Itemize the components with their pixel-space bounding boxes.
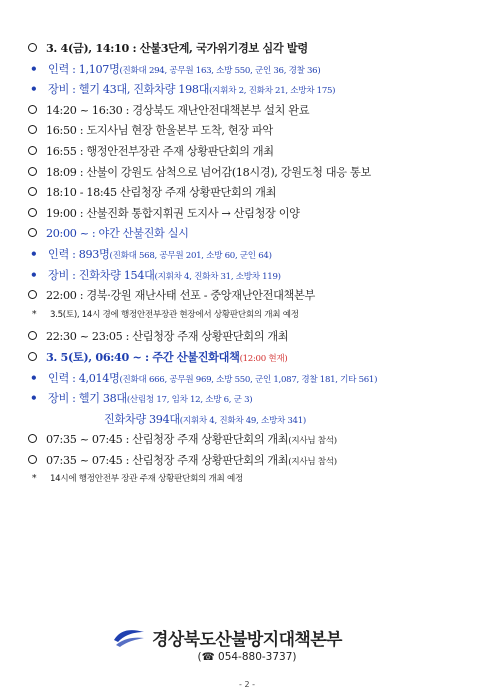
report-line [28,328,488,349]
report-line [28,164,488,185]
asterisk-bullet-icon: * [32,309,37,320]
org-name: 경상북도산불방지대책본부 [152,629,342,650]
circle-bullet-shape [28,187,37,196]
circle-bullet-icon [28,433,46,446]
report-line [28,452,488,473]
circle-bullet-icon [28,227,46,240]
report-line [28,143,488,164]
report-line [28,225,488,246]
line-text: 18:10 - 18:45 산림청장 주재 상황판단회의 개최 [46,186,277,200]
report-line [28,431,488,452]
line-text: (진화대 568, 공무원 201, 소방 60, 군인 64) [109,250,272,261]
report-line [28,122,488,143]
line-text: 18:09 : 산불이 강원도 삼척으로 넘어감(18시경), 강원도청 대응 통보 [46,165,371,179]
line-text: (지휘차 2, 진화차 21, 소방차 175) [209,86,336,97]
line-text: 3. 5(토), 06:40 ~ : 주간 산불진화대책 [46,349,240,364]
circle-bullet-shape [28,228,37,237]
report-line [28,40,488,61]
line-text: (지휘차 4, 진화차 49, 소방차 341) [179,415,306,426]
report-line [28,184,488,205]
line-text: 장비 : 헬기 38대 [48,392,127,406]
line-text: 07:35 ~ 07:45 : 산림청장 주재 상황판단회의 개최 [46,453,289,467]
line-text: (지사님 참석) [288,436,337,447]
line-text: (산림청 17, 임차 12, 소방 6, 군 3) [126,395,253,406]
asterisk-bullet-icon: * [32,474,37,485]
line-text: (지사님 참석) [288,456,337,467]
circle-bullet-shape [28,167,37,176]
circle-bullet-shape [28,146,37,155]
circle-bullet-icon [28,145,46,158]
line-text: 22:00 : 경북·강원 재난사태 선포 - 중앙재난안전대책본부 [46,289,315,303]
report-line [28,390,488,411]
circle-bullet-shape [28,290,37,299]
wave-logo-icon [112,626,146,648]
line-text: 인력 : 4,014명 [48,371,120,385]
report-lines [28,40,488,493]
circle-bullet-icon [28,104,46,117]
report-line [28,205,488,226]
line-text: (12:00 현재) [239,353,288,364]
report-line [28,61,488,82]
dot-bullet-icon: • [30,61,38,76]
circle-bullet-icon [28,124,46,137]
circle-bullet-icon [28,351,46,364]
report-line [28,370,488,391]
phone-number: (☎ 054-880-3737) [197,651,297,663]
dot-bullet-icon: • [30,391,38,406]
line-text: 16:55 : 행정안전부장관 주재 상황판단회의 개최 [46,144,274,158]
report-line [28,308,488,329]
circle-bullet-shape [28,331,37,340]
circle-bullet-shape [28,208,37,217]
circle-bullet-icon [28,42,46,55]
circle-bullet-icon [28,186,46,199]
line-text: 진화차량 394대 [104,412,180,426]
line-text: 14시에 행정안전부 장관 주재 상황판단회의 개최 예정 [50,474,243,485]
report-line [28,411,488,432]
line-text: 14:20 ~ 16:30 : 경상북도 재난안전대책본부 설치 완료 [46,103,310,117]
line-text: 16:50 : 도지사님 현장 한울본부 도착, 현장 파악 [46,124,273,138]
line-text: 인력 : 1,107명 [48,62,120,76]
dot-bullet-icon: • [30,370,38,385]
circle-bullet-icon [28,289,46,302]
circle-bullet-shape [28,434,37,443]
footer-logo [112,624,342,650]
line-text: 인력 : 893명 [48,247,110,261]
page-number: - 2 - [239,680,255,689]
dot-bullet-icon: • [30,246,38,261]
line-text: (진화대 666, 공무원 969, 소방 550, 군인 1,087, 경찰 181, 기타 561) [119,374,378,385]
dot-bullet-icon: • [30,82,38,97]
line-text: 장비 : 진화차량 154대 [48,268,155,282]
dot-bullet-icon: • [30,267,38,282]
report-line [28,246,488,267]
report-line [28,349,488,370]
report-line [28,287,488,308]
circle-bullet-icon [28,330,46,343]
report-line [28,81,488,102]
circle-bullet-icon [28,166,46,179]
circle-bullet-shape [28,455,37,464]
line-text: 3.5(토), 14시 경에 행정안전부장관 현장에서 상황판단회의 개최 예정 [50,309,299,320]
circle-bullet-shape [28,352,37,361]
line-text: 22:30 ~ 23:05 : 산림청장 주재 상황판단회의 개최 [46,330,289,344]
line-text: 3. 4(금), 14:10 : 산불3단계, 국가위기경보 심각 발령 [46,41,308,55]
circle-bullet-shape [28,105,37,114]
circle-bullet-shape [28,125,37,134]
report-line [28,472,488,493]
line-text: 장비 : 헬기 43대, 진화차량 198대 [48,83,210,97]
report-line [28,267,488,288]
circle-bullet-icon [28,207,46,220]
line-text: (지휘차 4, 진화차 31, 소방차 119) [154,271,281,282]
line-text: 19:00 : 산불진화 통합지휘권 도지사 → 산림청장 이양 [46,206,300,220]
line-text: 20:00 ~ : 야간 산불진화 실시 [46,227,189,241]
line-text: (진화대 294, 공무원 163, 소방 550, 군인 36, 경찰 36) [119,65,321,76]
line-text: 07:35 ~ 07:45 : 산림청장 주재 상황판단회의 개최 [46,433,289,447]
circle-bullet-icon [28,454,46,467]
report-line [28,102,488,123]
circle-bullet-shape [28,43,37,52]
